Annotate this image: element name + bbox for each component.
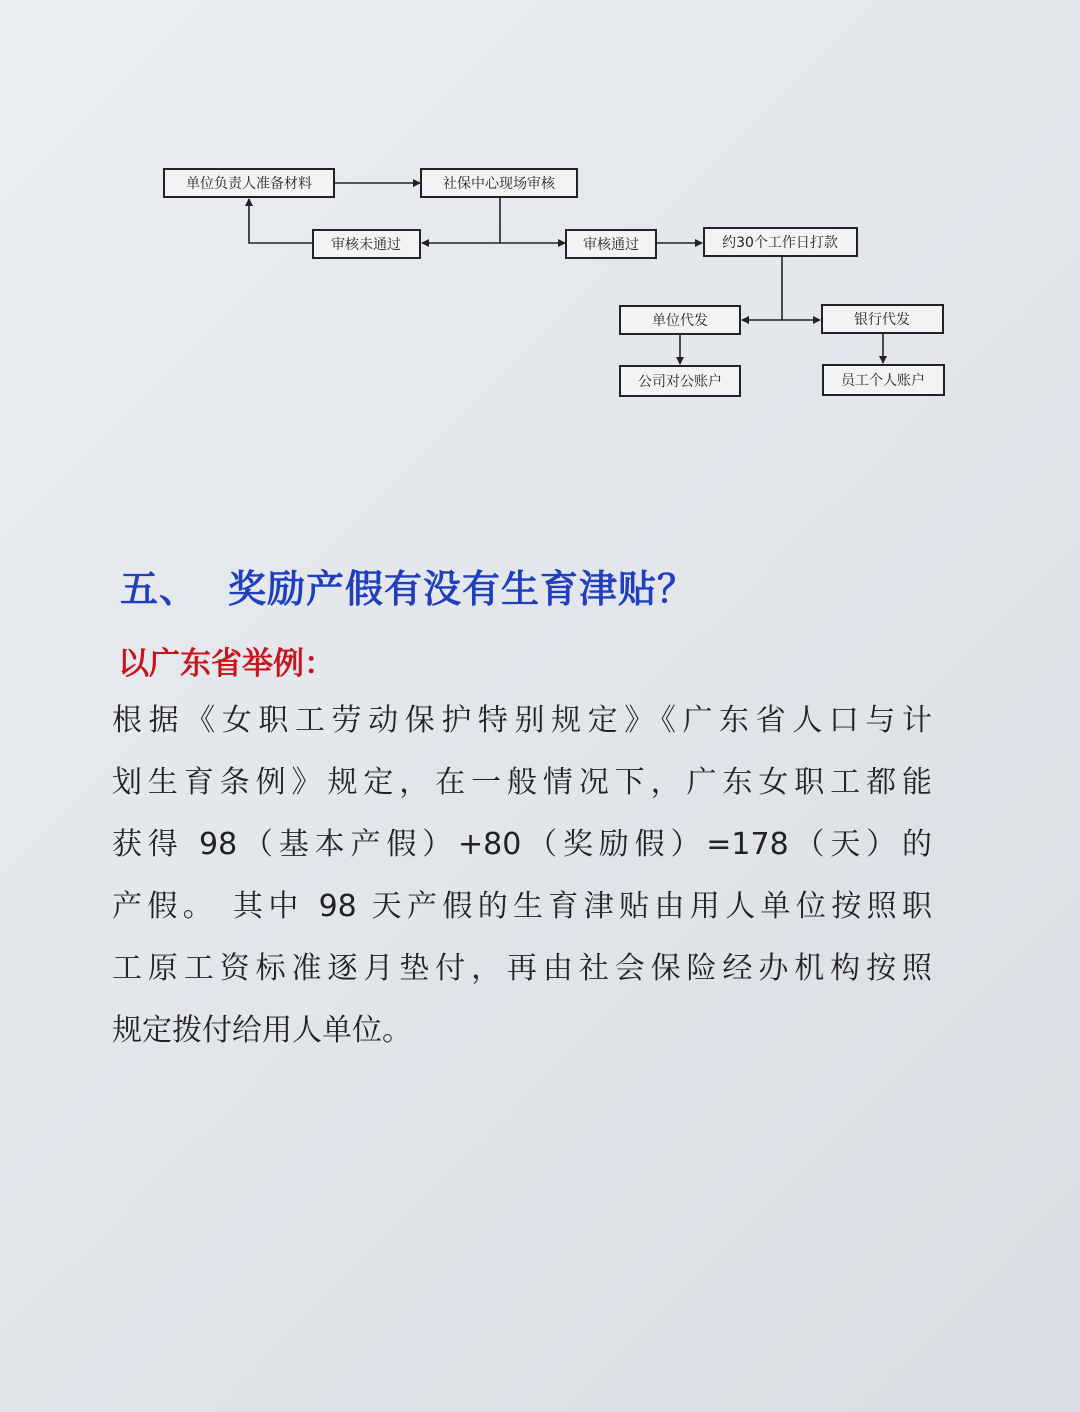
flow-node-onsite-review: [421, 169, 577, 197]
flow-node-label: 单位负责人准备材料: [186, 176, 312, 192]
connector-failed-to-prepare: [249, 199, 313, 243]
flow-node-label: 公司对公账户: [638, 374, 722, 390]
paragraph-line: 工原工资标准逐月垫付，再由社会保险经办机构按照: [112, 951, 932, 986]
flow-node-label: 单位代发: [652, 313, 708, 329]
paragraph-line: 获得 98（基本产假）+80（奖励假）=178（天）的: [112, 827, 932, 862]
flow-node-unit-issue: [620, 306, 740, 334]
section-title: [120, 558, 696, 613]
flow-node-label: 员工个人账户: [841, 373, 925, 389]
flow-node-bank-issue: [822, 305, 943, 333]
flow-node-label: 社保中心现场审核: [443, 176, 555, 192]
flow-node-review-passed: [566, 230, 656, 258]
paragraph-line: 划生育条例》规定，在一般情况下，广东女职工都能: [112, 765, 932, 800]
flowchart-diagram: [0, 0, 1080, 420]
flow-node-review-failed: [313, 230, 420, 258]
body-paragraph: [112, 690, 932, 1062]
flow-node-prepare-materials: [164, 169, 334, 197]
flow-node-label: 审核未通过: [331, 237, 401, 253]
paragraph-line: 根据《女职工劳动保护特别规定》《广东省人口与计: [112, 703, 932, 738]
example-subheading: 以广东省举例：: [118, 646, 335, 682]
paragraph-line: 规定拨付给用人单位。: [112, 1013, 412, 1048]
flow-node-payout: [704, 228, 857, 256]
flow-node-company-account: [620, 366, 740, 396]
section-title-text: 奖励产假有没有生育津贴？: [228, 567, 697, 611]
paragraph-line: 产假。 其中 98 天产假的生育津贴由用人单位按照职: [112, 889, 932, 924]
section-number: 五、: [120, 567, 199, 611]
flow-node-label: 约30个工作日打款: [722, 235, 838, 251]
flow-node-label: 审核通过: [583, 237, 639, 253]
flow-node-employee-account: [823, 365, 944, 395]
flow-node-label: 银行代发: [854, 312, 910, 328]
